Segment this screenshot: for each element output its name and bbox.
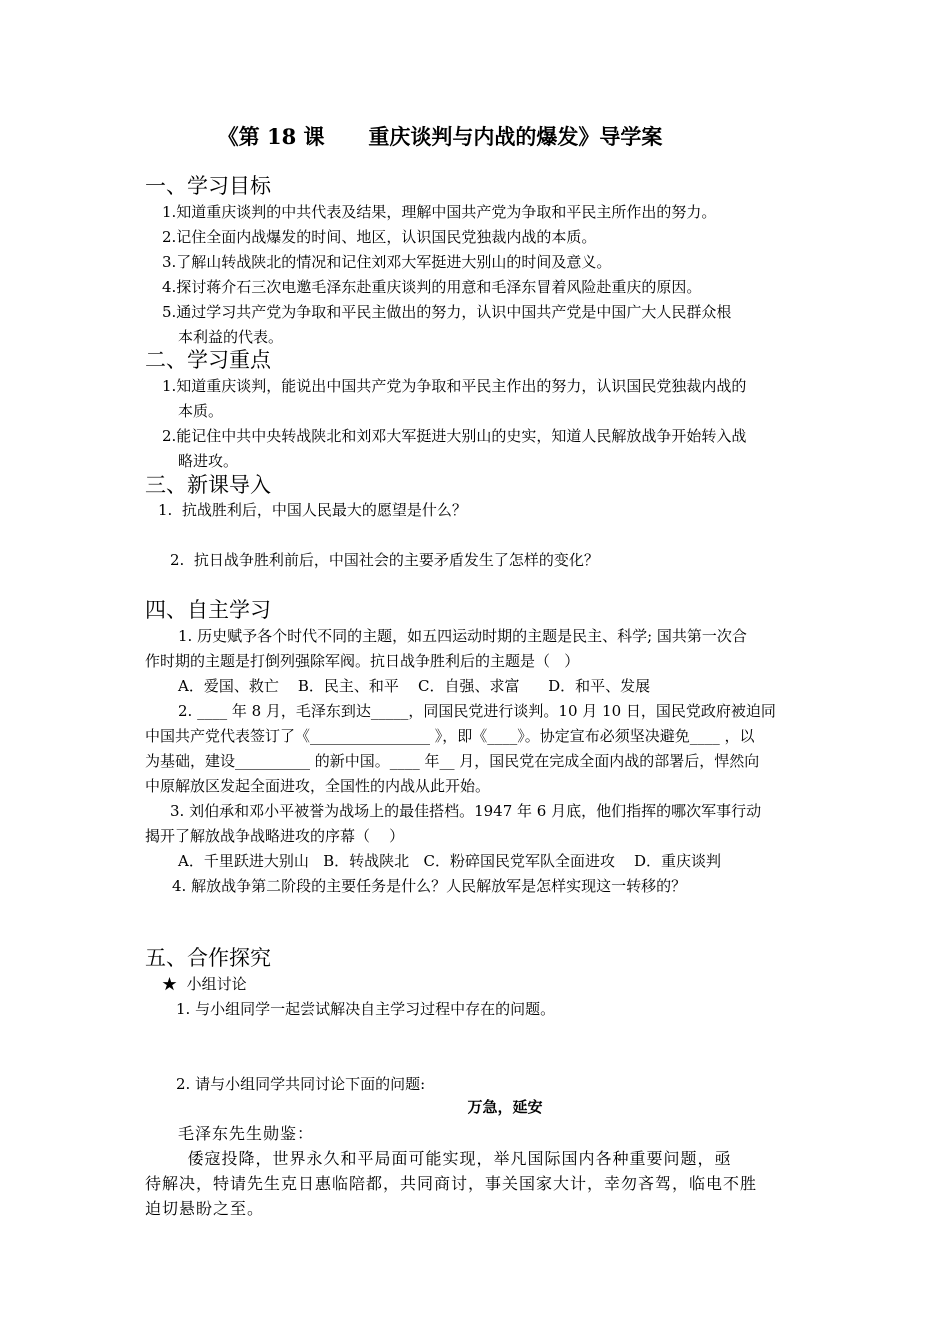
- goal-item: 3.了解山转战陕北的情况和记住刘邓大军挺进大别山的时间及意义。: [162, 253, 612, 271]
- key-point-item: 1.知道重庆谈判，能说出中国共产党为争取和平民主作出的努力，认识国民党独裁内战的: [162, 377, 747, 395]
- key-point-item-continued: 略进攻。: [178, 452, 239, 470]
- self-study-line: 1. 历史赋予各个时代不同的主题，如五四运动时期的主题是民主、科学; 国共第一次合: [178, 627, 747, 645]
- section-heading-intro: 三、新课导入: [145, 473, 271, 497]
- key-point-item: 2.能记住中共中央转战陕北和刘邓大军挺进大别山的史实，知道人民解放战争开始转入战: [162, 427, 747, 445]
- goal-item: 2.记住全面内战爆发的时间、地区，认识国民党独裁内战的本质。: [162, 228, 597, 246]
- section-heading-learning-goals: 一、学习目标: [145, 174, 271, 198]
- self-study-line: 作时期的主题是打倒列强除军阀。抗日战争胜利后的主题是（ ）: [145, 652, 580, 670]
- choice-options: A．爱国、救亡 B．民主、和平 C．自强、求富 D．和平、发展: [178, 677, 651, 695]
- cooperative-item: 2. 请与小组同学共同讨论下面的问题:: [176, 1075, 426, 1093]
- goal-item-continued: 本利益的代表。: [178, 328, 284, 346]
- document-title: 《第 18 课 重庆谈判与内战的爆发》导学案: [217, 124, 663, 149]
- key-point-item-continued: 本质。: [178, 402, 224, 420]
- choice-options: A．千里跃进大别山 B．转战陕北 C．粉碎国民党军队全面进攻 D．重庆谈判: [178, 852, 722, 870]
- telegram-body-line: 待解决，特请先生克日惠临陪都，共同商讨，事关国家大计，幸勿吝驾，临电不胜: [145, 1174, 758, 1193]
- telegram-body-line: 倭寇投降，世界永久和平局面可能实现，举凡国际国内各种重要问题，亟: [145, 1149, 732, 1168]
- star-icon: ★: [162, 975, 178, 993]
- self-study-line: 3. 刘伯承和邓小平被誉为战场上的最佳搭档。1947 年 6 月底，他们指挥的哪次军事行动: [170, 802, 762, 820]
- self-study-line: 中国共产党代表签订了《________________ 》，即《____》。协定宣布必须坚决避免____ ，以: [145, 727, 755, 745]
- section-heading-key-points: 二、学习重点: [145, 348, 271, 372]
- goal-item: 4.探讨蒋介石三次电邀毛泽东赴重庆谈判的用意和毛泽东冒着风险赴重庆的原因。: [162, 278, 702, 296]
- cooperative-item: 1. 与小组同学一起尝试解决自主学习过程中存在的问题。: [176, 1000, 556, 1018]
- telegram-salutation: 毛泽东先生勋鉴：: [178, 1124, 315, 1143]
- telegram-body-line: 迫切悬盼之至。: [145, 1199, 265, 1218]
- self-study-line: 为基础，建设__________ 的新中国。____ 年__ 月，国民党在完成全面内战的部署后，悍然向: [145, 752, 760, 770]
- goal-item: 1.知道重庆谈判的中共代表及结果，理解中国共产党为争取和平民主所作出的努力。: [162, 203, 717, 221]
- self-study-line: 揭开了解放战争战略进攻的序幕（ ）: [145, 827, 405, 845]
- self-study-line: 4. 解放战争第二阶段的主要任务是什么？人民解放军是怎样实现这一转移的？: [172, 877, 687, 895]
- goal-item: 5.通过学习共产党为争取和平民主做出的努力，认识中国共产党是中国广大人民群众根: [162, 303, 732, 321]
- intro-question: 1. 抗战胜利后，中国人民最大的愿望是什么？: [158, 501, 467, 519]
- group-discussion-label: ★ 小组讨论: [162, 975, 247, 993]
- section-heading-cooperative: 五、合作探究: [145, 946, 271, 970]
- telegram-title: 万急，延安: [467, 1098, 543, 1116]
- self-study-line: 2. ____ 年 8 月，毛泽东到达_____，同国民党进行谈判。10 月 10 日，国民党政府被迫同: [178, 702, 776, 720]
- intro-question: 2. 抗日战争胜利前后，中国社会的主要矛盾发生了怎样的变化？: [170, 551, 599, 569]
- self-study-line: 中原解放区发起全面进攻，全国性的内战从此开始。: [145, 777, 491, 795]
- section-heading-self-study: 四、自主学习: [145, 598, 271, 622]
